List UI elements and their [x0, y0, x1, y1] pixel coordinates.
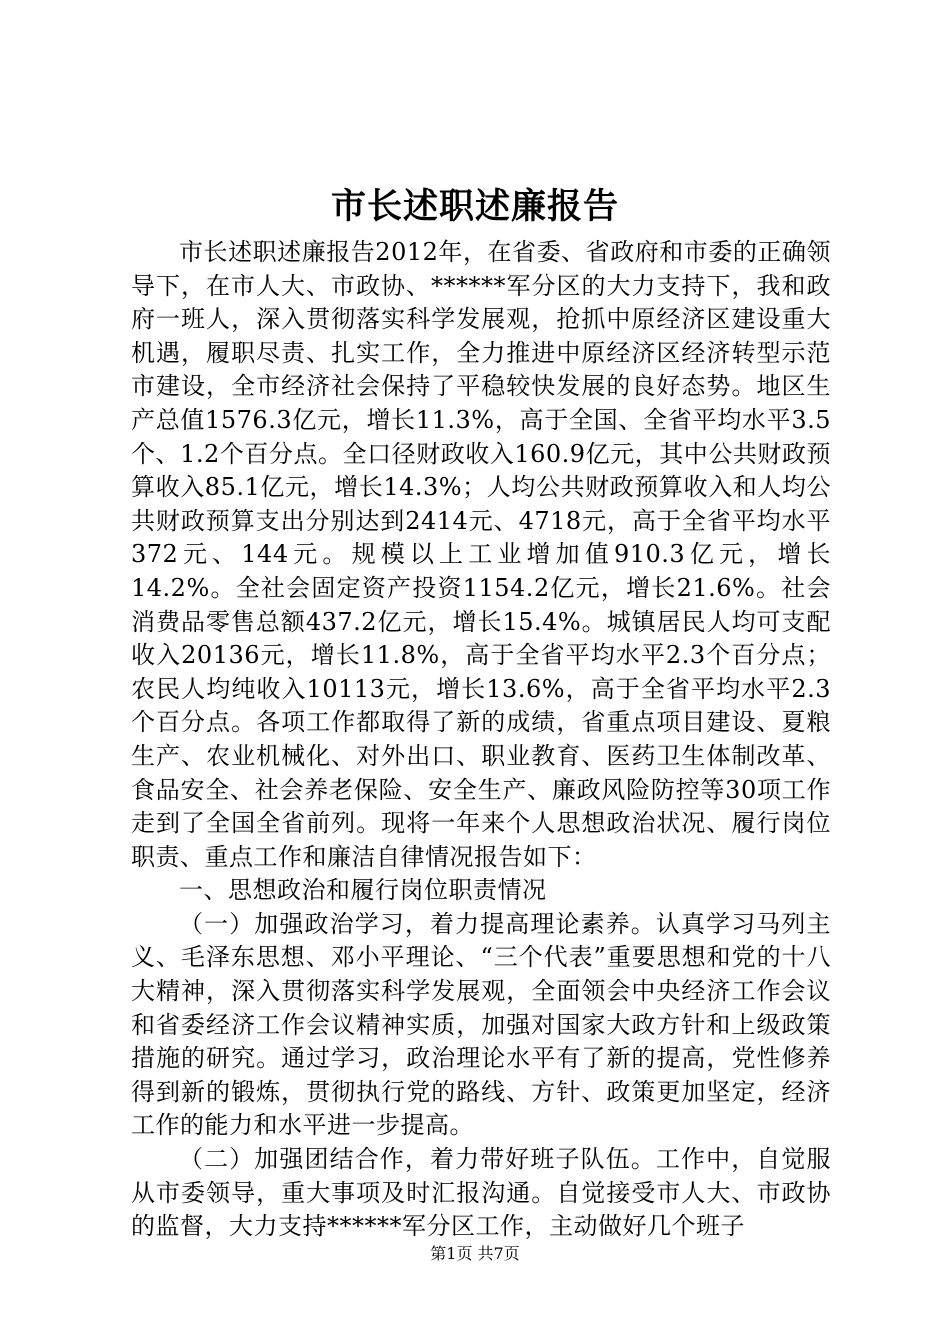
document-title: 市长述职述廉报告	[330, 186, 619, 227]
section-heading-1: 一、思想政治和履行岗位职责情况	[179, 876, 547, 905]
paragraph-intro: 市长述职述廉报告2012年，在省委、省政府和市委的正确领导下，在市人大、市政协、******军分区的大力支持下，我和政府一班人，深入贯彻落实科学发展观，抢抓中原经济区建设重大机遇，履职尽责、扎实工作，全力推进中原经济区经济转型示范市建设，全市经济社会保持了平稳较快发展的良好态势。地区生产总值1576.3亿元，增长11.3%，高于全国、全省平均水平3.5个、1.2个百分点。全口径财政收入160.9亿元，其中公共财政预算收入85.1亿元，增长14.3%；人均公共财政预算收入和人均公共财政预算支出分别达到2414元、4718元，高于全省平均水平372元、144元。规模以上工业增加值910.3亿元，增长14.2%。全社会固定资产投资1154.2亿元，增长21.6%。社会消费品零售总额437.2亿元，增长15.4%。城镇居民人均可支配收入20136元，增长11.8%，高于全省平均水平2.3个百分点；农民人均纯收入10113元，增长13.6%，高于全省平均水平2.3个百分点。各项工作都取得了新的成绩，省重点项目建设、夏粮生产、农业机械化、对外出口、职业教育、医药卫生体制改革、食品安全、社会养老保险、安全生产、廉政风险防控等30项工作走到了全国全省前列。现将一年来个人思想政治状况、履行岗位职责、重点工作和廉洁自律情况报告如下：	[131, 238, 831, 871]
page-footer: 第1页 共7页	[430, 1244, 520, 1263]
paragraph-section-1-1: （一）加强政治学习，着力提高理论素养。认真学习马列主义、毛泽东思想、邓小平理论、“三个代表”重要思想和党的十八大精神，深入贯彻落实科学发展观，全面领会中央经济工作会议和省委经济工作会议精神实质，加强对国家大政方针和上级政策措施的研究。通过学习，政治理论水平有了新的提高，党性修养得到新的锻炼，贯彻执行党的路线、方针、政策更加坚定，经济工作的能力和水平进一步提高。	[131, 909, 831, 1140]
paragraph-section-1-2: （二）加强团结合作，着力带好班子队伍。工作中，自觉服从市委领导，重大事项及时汇报沟通。自觉接受市人大、市政协的监督，大力支持******军分区工作，主动做好几个班子	[131, 1145, 831, 1241]
document-body	[131, 236, 831, 1244]
